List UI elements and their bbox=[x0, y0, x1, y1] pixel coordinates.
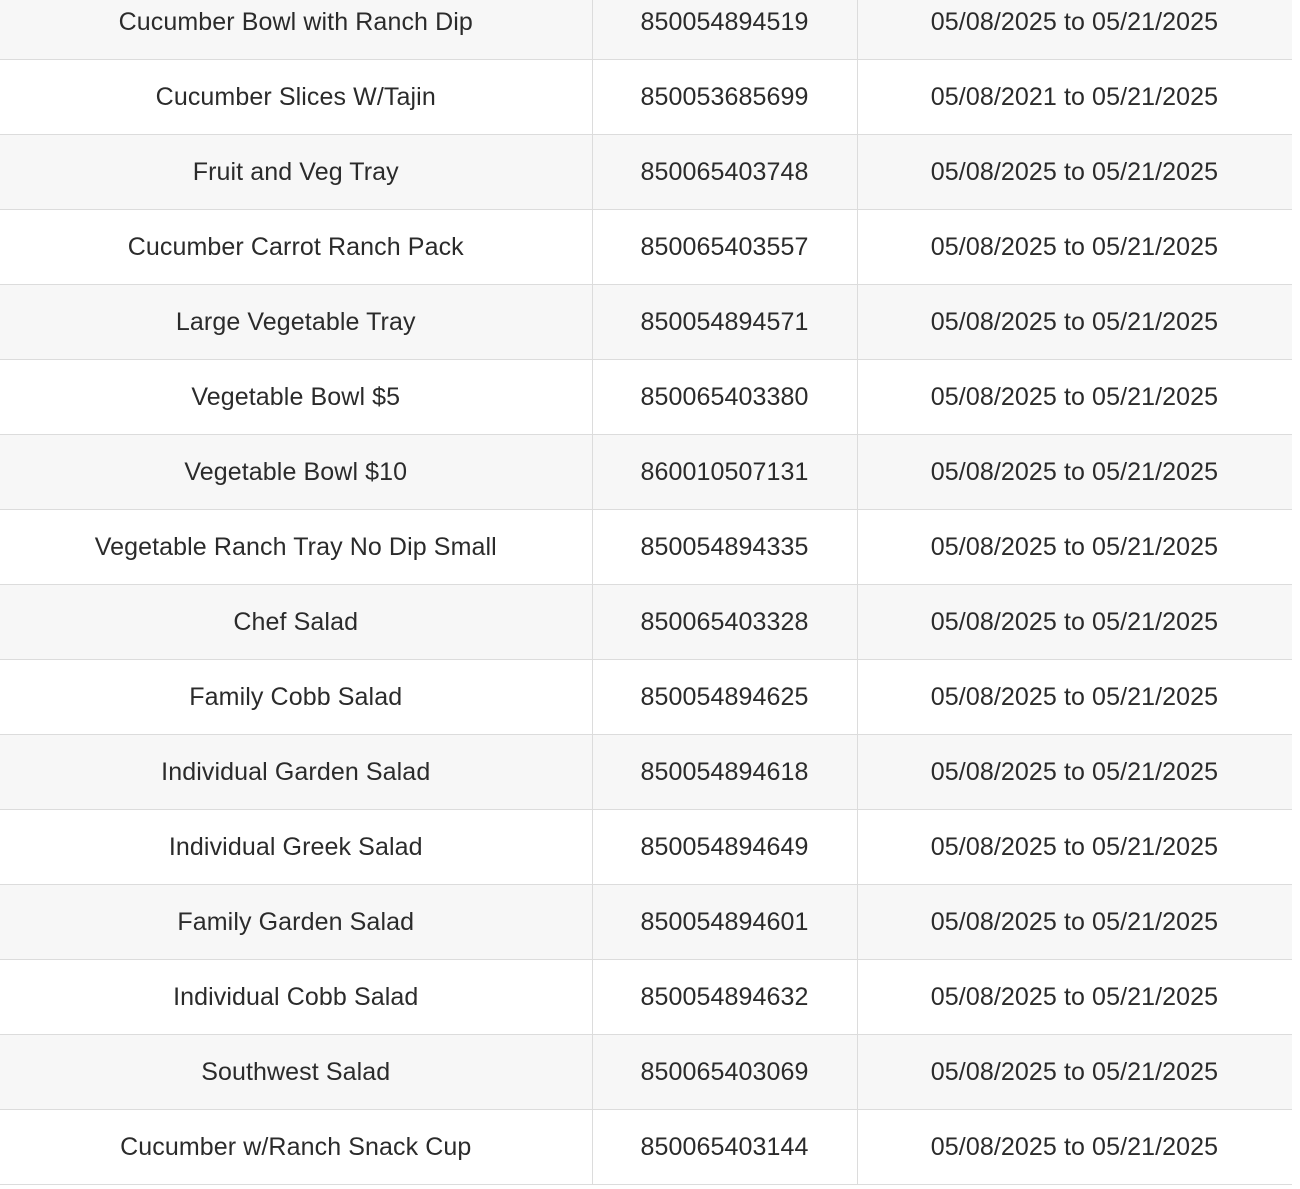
date-range-cell: 05/08/2025 to 05/21/2025 bbox=[857, 210, 1292, 285]
product-name-cell: Cucumber w/Ranch Snack Cup bbox=[0, 1110, 592, 1185]
date-range-cell: 05/08/2025 to 05/21/2025 bbox=[857, 0, 1292, 60]
table-row bbox=[0, 510, 1292, 585]
date-range-cell: 05/08/2025 to 05/21/2025 bbox=[857, 360, 1292, 435]
product-name-cell: Chef Salad bbox=[0, 585, 592, 660]
date-range-cell: 05/08/2025 to 05/21/2025 bbox=[857, 660, 1292, 735]
table-row bbox=[0, 810, 1292, 885]
upc-cell: 850065403380 bbox=[592, 360, 857, 435]
table-row bbox=[0, 960, 1292, 1035]
table-row bbox=[0, 660, 1292, 735]
date-range-cell: 05/08/2025 to 05/21/2025 bbox=[857, 735, 1292, 810]
date-range-cell: 05/08/2025 to 05/21/2025 bbox=[857, 585, 1292, 660]
table-row bbox=[0, 135, 1292, 210]
product-name-cell: Family Garden Salad bbox=[0, 885, 592, 960]
table-row bbox=[0, 585, 1292, 660]
table-row bbox=[0, 360, 1292, 435]
product-name-cell: Individual Cobb Salad bbox=[0, 960, 592, 1035]
date-range-cell: 05/08/2025 to 05/21/2025 bbox=[857, 285, 1292, 360]
upc-cell: 850065403748 bbox=[592, 135, 857, 210]
table-row bbox=[0, 735, 1292, 810]
upc-cell: 850065403557 bbox=[592, 210, 857, 285]
product-name-cell: Individual Garden Salad bbox=[0, 735, 592, 810]
upc-cell: 850054894571 bbox=[592, 285, 857, 360]
product-name-cell: Vegetable Ranch Tray No Dip Small bbox=[0, 510, 592, 585]
date-range-cell: 05/08/2021 to 05/21/2025 bbox=[857, 60, 1292, 135]
date-range-cell: 05/08/2025 to 05/21/2025 bbox=[857, 1110, 1292, 1185]
table-row bbox=[0, 1110, 1292, 1185]
table-row bbox=[0, 885, 1292, 960]
upc-cell: 850054894625 bbox=[592, 660, 857, 735]
table-row bbox=[0, 60, 1292, 135]
date-range-cell: 05/08/2025 to 05/21/2025 bbox=[857, 510, 1292, 585]
product-name-cell: Vegetable Bowl $5 bbox=[0, 360, 592, 435]
date-range-cell: 05/08/2025 to 05/21/2025 bbox=[857, 810, 1292, 885]
product-name-cell: Vegetable Bowl $10 bbox=[0, 435, 592, 510]
upc-cell: 850054894649 bbox=[592, 810, 857, 885]
table-row bbox=[0, 0, 1292, 60]
product-name-cell: Cucumber Slices W/Tajin bbox=[0, 60, 592, 135]
upc-cell: 850054894519 bbox=[592, 0, 857, 60]
date-range-cell: 05/08/2025 to 05/21/2025 bbox=[857, 435, 1292, 510]
table-row bbox=[0, 210, 1292, 285]
upc-cell: 850065403069 bbox=[592, 1035, 857, 1110]
upc-cell: 850054894632 bbox=[592, 960, 857, 1035]
page-right-margin bbox=[1292, 0, 1300, 1189]
table-row bbox=[0, 285, 1292, 360]
table-row bbox=[0, 435, 1292, 510]
product-name-cell: Cucumber Carrot Ranch Pack bbox=[0, 210, 592, 285]
upc-cell: 850054894601 bbox=[592, 885, 857, 960]
upc-cell: 850054894618 bbox=[592, 735, 857, 810]
upc-cell: 850054894335 bbox=[592, 510, 857, 585]
product-name-cell: Cucumber Bowl with Ranch Dip bbox=[0, 0, 592, 60]
upc-cell: 850065403144 bbox=[592, 1110, 857, 1185]
date-range-cell: 05/08/2025 to 05/21/2025 bbox=[857, 885, 1292, 960]
upc-cell: 850053685699 bbox=[592, 60, 857, 135]
upc-cell: 860010507131 bbox=[592, 435, 857, 510]
upc-cell: 850065403328 bbox=[592, 585, 857, 660]
date-range-cell: 05/08/2025 to 05/21/2025 bbox=[857, 135, 1292, 210]
table-row bbox=[0, 1035, 1292, 1110]
product-name-cell: Large Vegetable Tray bbox=[0, 285, 592, 360]
product-name-cell: Individual Greek Salad bbox=[0, 810, 592, 885]
date-range-cell: 05/08/2025 to 05/21/2025 bbox=[857, 1035, 1292, 1110]
product-name-cell: Southwest Salad bbox=[0, 1035, 592, 1110]
date-range-cell: 05/08/2025 to 05/21/2025 bbox=[857, 960, 1292, 1035]
product-name-cell: Family Cobb Salad bbox=[0, 660, 592, 735]
product-name-cell: Fruit and Veg Tray bbox=[0, 135, 592, 210]
